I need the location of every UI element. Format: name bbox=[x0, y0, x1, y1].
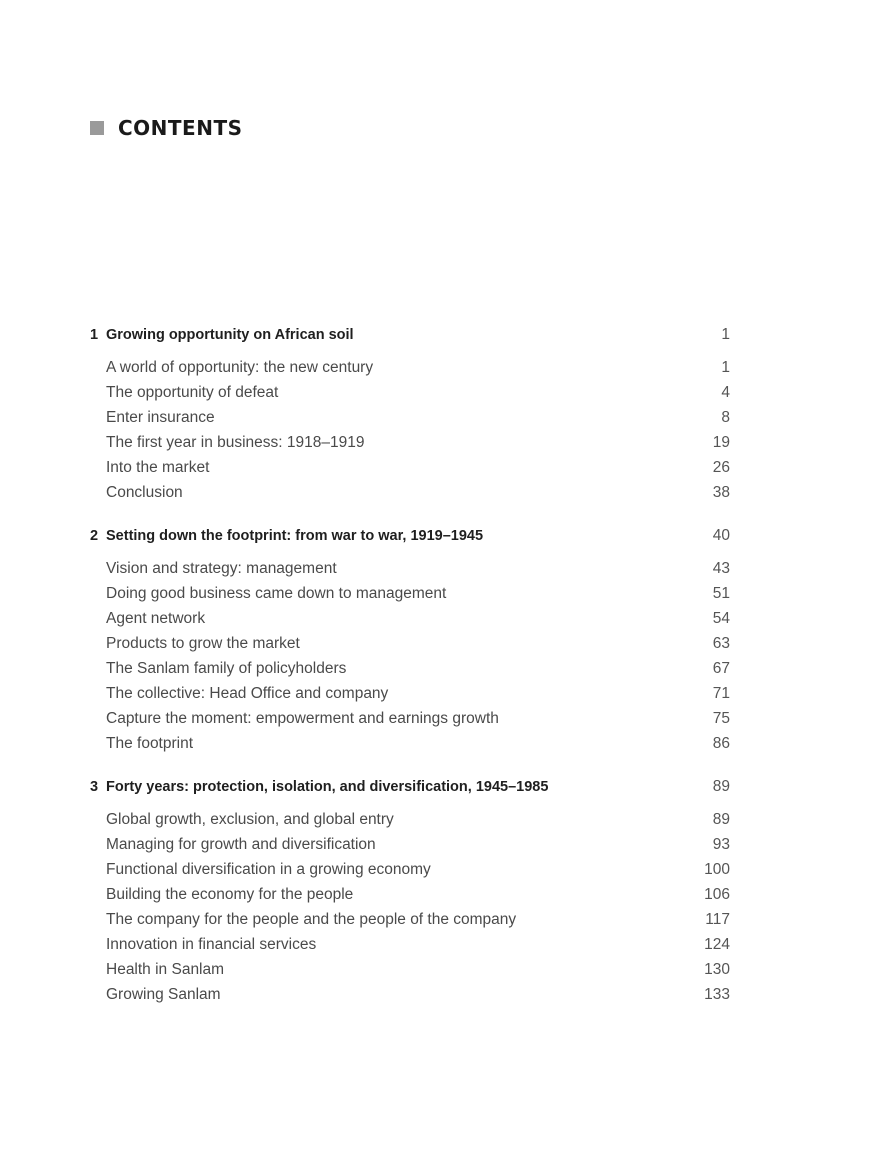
section-page-number: 26 bbox=[712, 459, 730, 476]
chapter-number: 1 bbox=[90, 327, 99, 343]
section-row[interactable] bbox=[90, 459, 730, 484]
section-row[interactable] bbox=[90, 409, 730, 434]
section-page-number: 43 bbox=[712, 560, 730, 577]
section-row[interactable] bbox=[90, 635, 730, 660]
section-title: A world of opportunity: the new century bbox=[106, 359, 374, 376]
section-title: Vision and strategy: management bbox=[106, 560, 337, 577]
chapter-block bbox=[90, 778, 730, 1011]
section-row[interactable] bbox=[90, 861, 730, 886]
chapter-row[interactable] bbox=[90, 527, 730, 553]
section-row[interactable] bbox=[90, 610, 730, 635]
section-row[interactable] bbox=[90, 836, 730, 861]
chapter-page-number: 1 bbox=[721, 326, 730, 343]
section-page-number: 86 bbox=[712, 735, 730, 752]
section-title: Into the market bbox=[106, 459, 210, 476]
chapter-block bbox=[90, 326, 730, 509]
section-row[interactable] bbox=[90, 484, 730, 509]
chapter-number: 2 bbox=[90, 528, 99, 544]
section-title: Enter insurance bbox=[106, 409, 215, 426]
section-title: The first year in business: 1918–1919 bbox=[106, 434, 365, 451]
section-title: Capture the moment: empowerment and earnings growth bbox=[106, 710, 499, 727]
section-title: The collective: Head Office and company bbox=[106, 685, 389, 702]
heading-square-mark bbox=[90, 121, 104, 135]
section-page-number: 4 bbox=[721, 384, 730, 401]
section-page-number: 130 bbox=[704, 961, 730, 978]
section-row[interactable] bbox=[90, 585, 730, 610]
section-title: The footprint bbox=[106, 735, 194, 752]
section-title: Building the economy for the people bbox=[106, 886, 354, 903]
section-page-number: 8 bbox=[721, 409, 730, 426]
section-title: The company for the people and the people of the company bbox=[106, 911, 517, 928]
chapter-number: 3 bbox=[90, 779, 99, 795]
section-title: Global growth, exclusion, and global entry bbox=[106, 811, 394, 828]
chapter-row[interactable] bbox=[90, 778, 730, 804]
section-page-number: 63 bbox=[712, 635, 730, 652]
section-page-number: 93 bbox=[712, 836, 730, 853]
section-title: Doing good business came down to management bbox=[106, 585, 447, 602]
section-row[interactable] bbox=[90, 911, 730, 936]
section-row[interactable] bbox=[90, 986, 730, 1011]
section-row[interactable] bbox=[90, 936, 730, 961]
chapter-row[interactable] bbox=[90, 326, 730, 352]
section-page-number: 1 bbox=[721, 359, 730, 376]
chapter-page-number: 40 bbox=[712, 527, 730, 544]
section-page-number: 117 bbox=[705, 911, 730, 928]
section-title: Functional diversification in a growing economy bbox=[106, 861, 431, 878]
section-page-number: 71 bbox=[712, 685, 730, 702]
section-row[interactable] bbox=[90, 560, 730, 585]
section-page-number: 100 bbox=[704, 861, 730, 878]
section-row[interactable] bbox=[90, 886, 730, 911]
section-title: Health in Sanlam bbox=[106, 961, 225, 978]
section-page-number: 19 bbox=[712, 434, 730, 451]
section-row[interactable] bbox=[90, 660, 730, 685]
chapter-page-number: 89 bbox=[712, 778, 730, 795]
section-row[interactable] bbox=[90, 384, 730, 409]
page-title: CONTENTS bbox=[118, 116, 243, 140]
section-page-number: 67 bbox=[712, 660, 730, 677]
section-row[interactable] bbox=[90, 710, 730, 735]
section-page-number: 75 bbox=[712, 710, 730, 727]
contents-heading bbox=[90, 116, 243, 140]
section-page-number: 89 bbox=[712, 811, 730, 828]
section-page-number: 124 bbox=[704, 936, 730, 953]
section-page-number: 38 bbox=[712, 484, 730, 501]
section-page-number: 54 bbox=[712, 610, 730, 627]
table-of-contents bbox=[90, 326, 730, 1029]
section-title: Innovation in financial services bbox=[106, 936, 317, 953]
section-row[interactable] bbox=[90, 961, 730, 986]
section-row[interactable] bbox=[90, 811, 730, 836]
section-title: Growing Sanlam bbox=[106, 986, 221, 1003]
section-title: The Sanlam family of policyholders bbox=[106, 660, 347, 677]
section-page-number: 133 bbox=[704, 986, 730, 1003]
section-page-number: 51 bbox=[712, 585, 730, 602]
section-row[interactable] bbox=[90, 685, 730, 710]
section-row[interactable] bbox=[90, 735, 730, 760]
section-title: Conclusion bbox=[106, 484, 183, 501]
section-title: Agent network bbox=[106, 610, 206, 627]
section-row[interactable] bbox=[90, 359, 730, 384]
section-title: The opportunity of defeat bbox=[106, 384, 279, 401]
chapter-title: Growing opportunity on African soil bbox=[106, 327, 354, 343]
section-title: Managing for growth and diversification bbox=[106, 836, 376, 853]
chapter-block bbox=[90, 527, 730, 760]
chapter-title: Setting down the footprint: from war to war, 1919–1945 bbox=[106, 528, 484, 544]
section-row[interactable] bbox=[90, 434, 730, 459]
section-title: Products to grow the market bbox=[106, 635, 300, 652]
section-page-number: 106 bbox=[704, 886, 730, 903]
chapter-title: Forty years: protection, isolation, and diversification, 1945–1985 bbox=[106, 779, 549, 795]
